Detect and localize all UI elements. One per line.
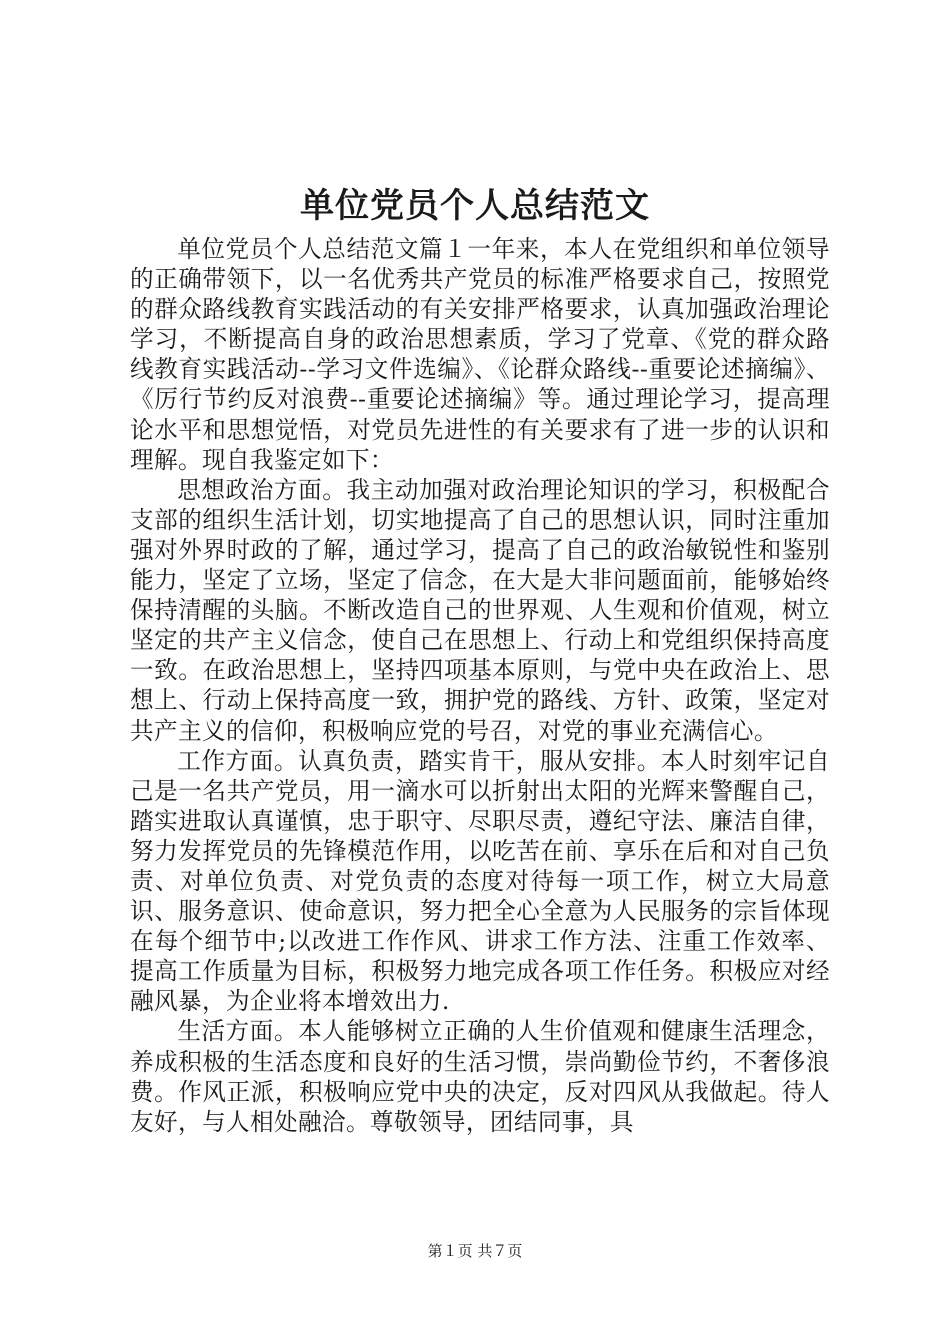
paragraph-political-thought: 思想政治方面。我主动加强对政治理论知识的学习，积极配合支部的组织生活计划，切实地提高了自己的思想认识，同时注重加强对外界时政的了解，通过学习，提高了自己的政治敏锐性和鉴别能力，坚定了立场，坚定了信念，在大是大非问题面前，能够始终保持清醒的头脑。不断改造自己的世界观、人生观和价值观，树立坚定的共产主义信念，使自己在思想上、行动上和党组织保持高度一致。在政治思想上，坚持四项基本原则，与党中央在政治上、思想上、行动上保持高度一致，拥护党的路线、方针、政策，坚定对共产主义的信仰，积极响应党的号召，对党的事业充满信心。 — [130, 475, 830, 745]
document-body — [130, 234, 830, 1137]
paragraph-work: 工作方面。认真负责，踏实肯干，服从安排。本人时刻牢记自己是一名共产党员，用一滴水可以折射出太阳的光辉来警醒自己，踏实进取认真谨慎，忠于职守、尽职尽责，遵纪守法、廉洁自律，努力发挥党员的先锋模范作用，以吃苦在前、享乐在后和对自己负责、对单位负责、对党负责的态度对待每一项工作，树立大局意识、服务意识、使命意识，努力把全心全意为人民服务的宗旨体现在每个细节中;以改进工作作风、讲求工作方法、注重工作效率、提高工作质量为目标，积极努力地完成各项工作任务。积极应对经融风暴，为企业将本增效出力. — [130, 746, 830, 1016]
paragraph-life: 生活方面。本人能够树立正确的人生价值观和健康生活理念，养成积极的生活态度和良好的生活习惯，崇尚勤俭节约，不奢侈浪费。作风正派，积极响应党中央的决定，反对四风从我做起。待人友好，与人相处融洽。尊敬领导，团结同事，具 — [130, 1017, 830, 1136]
paragraph-intro: 单位党员个人总结范文篇１一年来，本人在党组织和单位领导的正确带领下，以一名优秀共产党员的标准严格要求自己，按照党的群众路线教育实践活动的有关安排严格要求，认真加强政治理论学习，不断提高自身的政治思想素质，学习了党章、《党的群众路线教育实践活动--学习文件选编》、《论群众路线--重要论述摘编》、《厉行节约反对浪费--重要论述摘编》等。通过理论学习，提高理论水平和思想觉悟，对党员先进性的有关要求有了进一步的认识和理解。现自我鉴定如下： — [130, 235, 830, 474]
document-title: 单位党员个人总结范文 — [300, 186, 650, 226]
page-number-footer: 第１页 共７页 — [427, 1242, 523, 1260]
